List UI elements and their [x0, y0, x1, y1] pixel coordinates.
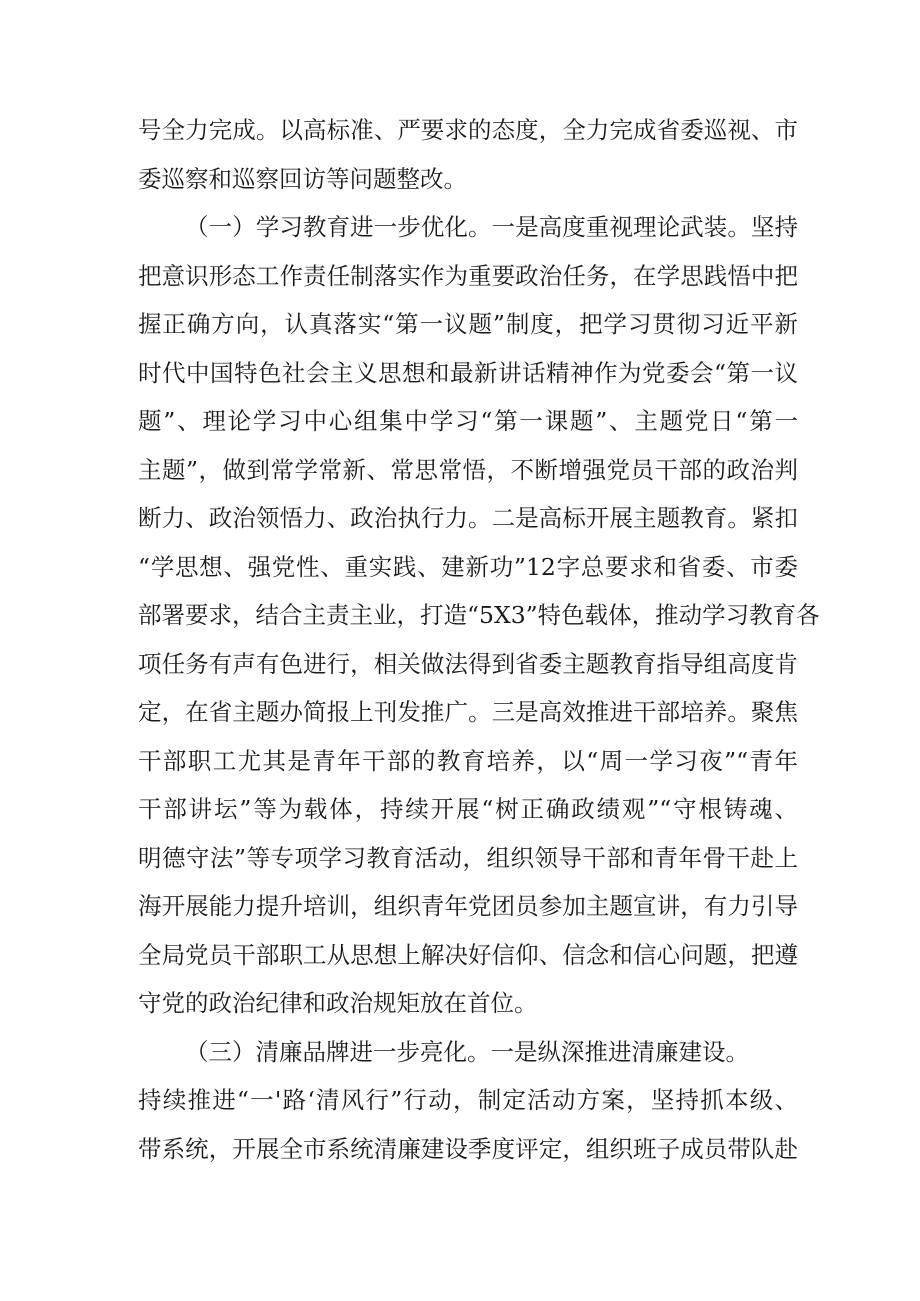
text-line: 题”、理论学习中心组集中学习“第一课题”、主题党日“第一 — [138, 407, 798, 435]
text-line: 带系统，开展全市系统清廉建设季度评定，组织班子成员带队赴 — [138, 1134, 798, 1163]
text-line: 全局党员干部职工从思想上解决好信仰、信念和信心问题，把遵 — [138, 940, 798, 969]
text-line: 把意识形态工作责任制落实作为重要政治任务，在学思践悟中把 — [138, 261, 798, 290]
text-line: 项任务有声有色进行，相关做法得到省委主题教育指导组高度肯 — [138, 649, 798, 678]
text-line: 部署要求，结合主责主业，打造“5X3”特色载体，推动学习教育各 — [138, 601, 820, 629]
text-line: 定，在省主题办简报上刊发推广。三是高效推进干部培养。聚焦 — [138, 698, 798, 726]
text-line: “学思想、强党性、重实践、建新功”12字总要求和省委、市委 — [138, 552, 798, 581]
text-line: 干部讲坛”等为载体，持续开展“树正确政绩观”“守根铸魂、 — [138, 795, 798, 823]
document-body — [138, 106, 820, 1173]
text-line: 海开展能力提升培训，组织青年党团员参加主题宣讲，有力引导 — [138, 892, 798, 920]
text-line: 时代中国特色社会主义思想和最新讲话精神作为党委会“第一议 — [138, 358, 798, 387]
text-line: 守党的政治纪律和政治规矩放在首位。 — [138, 989, 538, 1017]
text-line: 断力、政治领悟力、政治执行力。二是高标开展主题教育。紧扣 — [138, 504, 798, 532]
text-line: 干部职工尤其是青年干部的教育培养，以“周一学习夜”“青年 — [138, 746, 798, 775]
section-heading-line: （一）学习教育进一步优化。一是高度重视理论武装。坚持 — [185, 213, 798, 241]
text-line: 号全力完成。以高标准、严要求的态度，全力完成省委巡视、市 — [138, 116, 798, 144]
text-line: 明德守法”等专项学习教育活动，组织领导干部和青年骨干赴上 — [138, 843, 798, 872]
text-line: 主题”，做到常学常新、常思常悟，不断增强党员干部的政治判 — [138, 455, 798, 484]
text-line: 握正确方向，认真落实“第一议题”制度，把学习贯彻习近平新 — [138, 310, 798, 338]
section-heading-line: （三）清廉品牌进一步亮化。一是纵深推进清廉建设。 — [185, 1037, 749, 1066]
text-line: 委巡察和巡察回访等问题整改。 — [138, 164, 467, 193]
text-line: 持续推进“一'路‘清风行”行动，制定活动方案，坚持抓本级、 — [138, 1086, 798, 1114]
